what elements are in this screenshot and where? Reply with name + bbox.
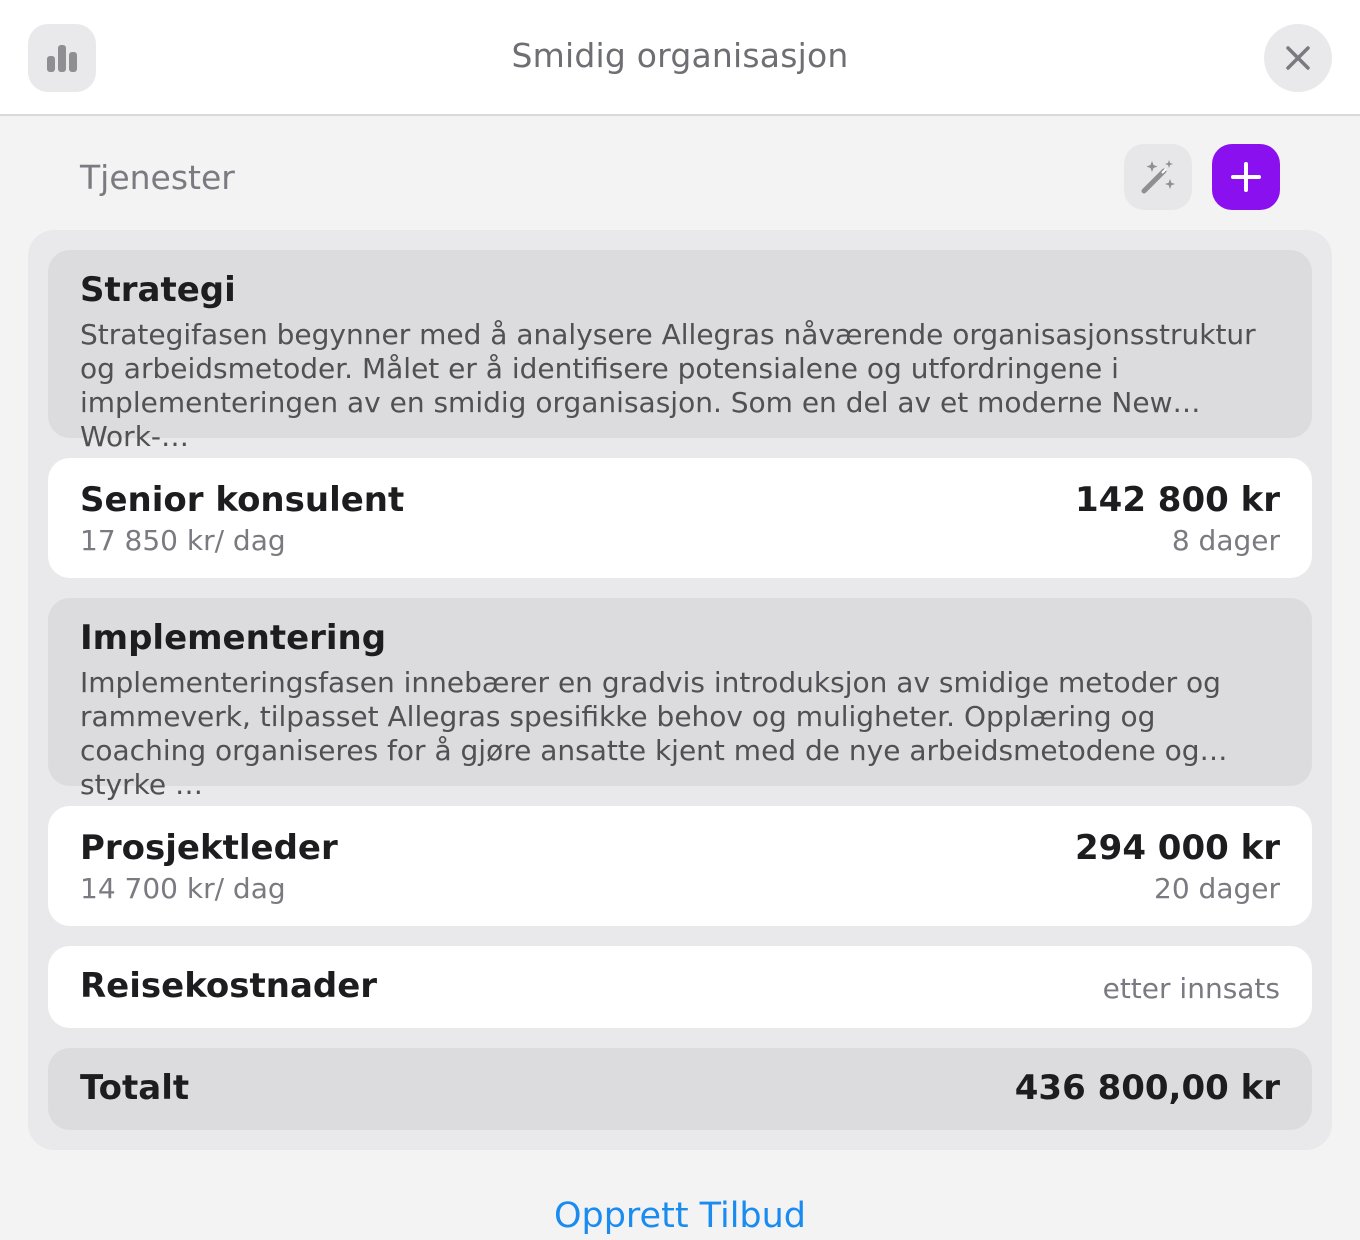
- phase-title: Implementering: [80, 618, 387, 658]
- phase-card-implementering[interactable]: [48, 598, 1312, 801]
- phase-title: Strategi: [80, 270, 236, 310]
- travel-label: Reisekostnader: [80, 966, 378, 1006]
- line-item-amount: 294 000 kr: [1075, 828, 1280, 868]
- phase-card-strategi[interactable]: [48, 250, 1312, 453]
- phase-description: Strategifasen begynner med å analysere Allegras nåværende organisasjonsstruktur og arbeidsmetoder. Målet er å identifisere potensialene og utfordringene i implementeringen av en smidig organisasjon. Som en del av et moderne New Work-…: [80, 318, 1256, 453]
- line-item-role: Senior konsulent: [80, 480, 405, 520]
- line-item-prosjektleder[interactable]: [48, 806, 1312, 926]
- total-row: [48, 1048, 1312, 1130]
- line-item-senior-konsulent[interactable]: [48, 458, 1312, 578]
- dialog-title: Smidig organisasjon: [511, 36, 849, 75]
- line-item-role: Prosjektleder: [80, 828, 338, 868]
- close-icon: [1285, 45, 1311, 71]
- close-button[interactable]: [1264, 24, 1332, 92]
- plus-icon: [1230, 161, 1262, 193]
- dialog-header: [0, 0, 1360, 116]
- line-item-amount: 142 800 kr: [1075, 480, 1280, 520]
- services-label: Tjenester: [80, 158, 235, 197]
- add-service-button[interactable]: [1212, 144, 1280, 210]
- magic-wand-icon: [1138, 157, 1178, 197]
- line-item-days: 8 dager: [1171, 524, 1280, 557]
- phase-description: Implementeringsfasen innebærer en gradvis introduksjon av smidige metoder og rammeverk, tilpasset Allegras spesifikke behov og muligheter. Opplæring og coaching organiseres for å gjøre ansatte kjent med de nye arbeidsmetodene og styrke …: [80, 666, 1221, 801]
- line-item-rate: 17 850 kr/ dag: [80, 524, 286, 557]
- line-item-travel-costs[interactable]: [48, 946, 1312, 1028]
- create-offer-button[interactable]: Opprett Tilbud: [553, 1196, 807, 1236]
- total-value: 436 800,00 kr: [1014, 1068, 1280, 1108]
- magic-wand-button[interactable]: [1124, 144, 1192, 210]
- total-label: Totalt: [80, 1068, 190, 1108]
- travel-note: etter innsats: [1102, 972, 1280, 1005]
- line-item-days: 20 dager: [1154, 872, 1280, 905]
- line-item-rate: 14 700 kr/ dag: [80, 872, 286, 905]
